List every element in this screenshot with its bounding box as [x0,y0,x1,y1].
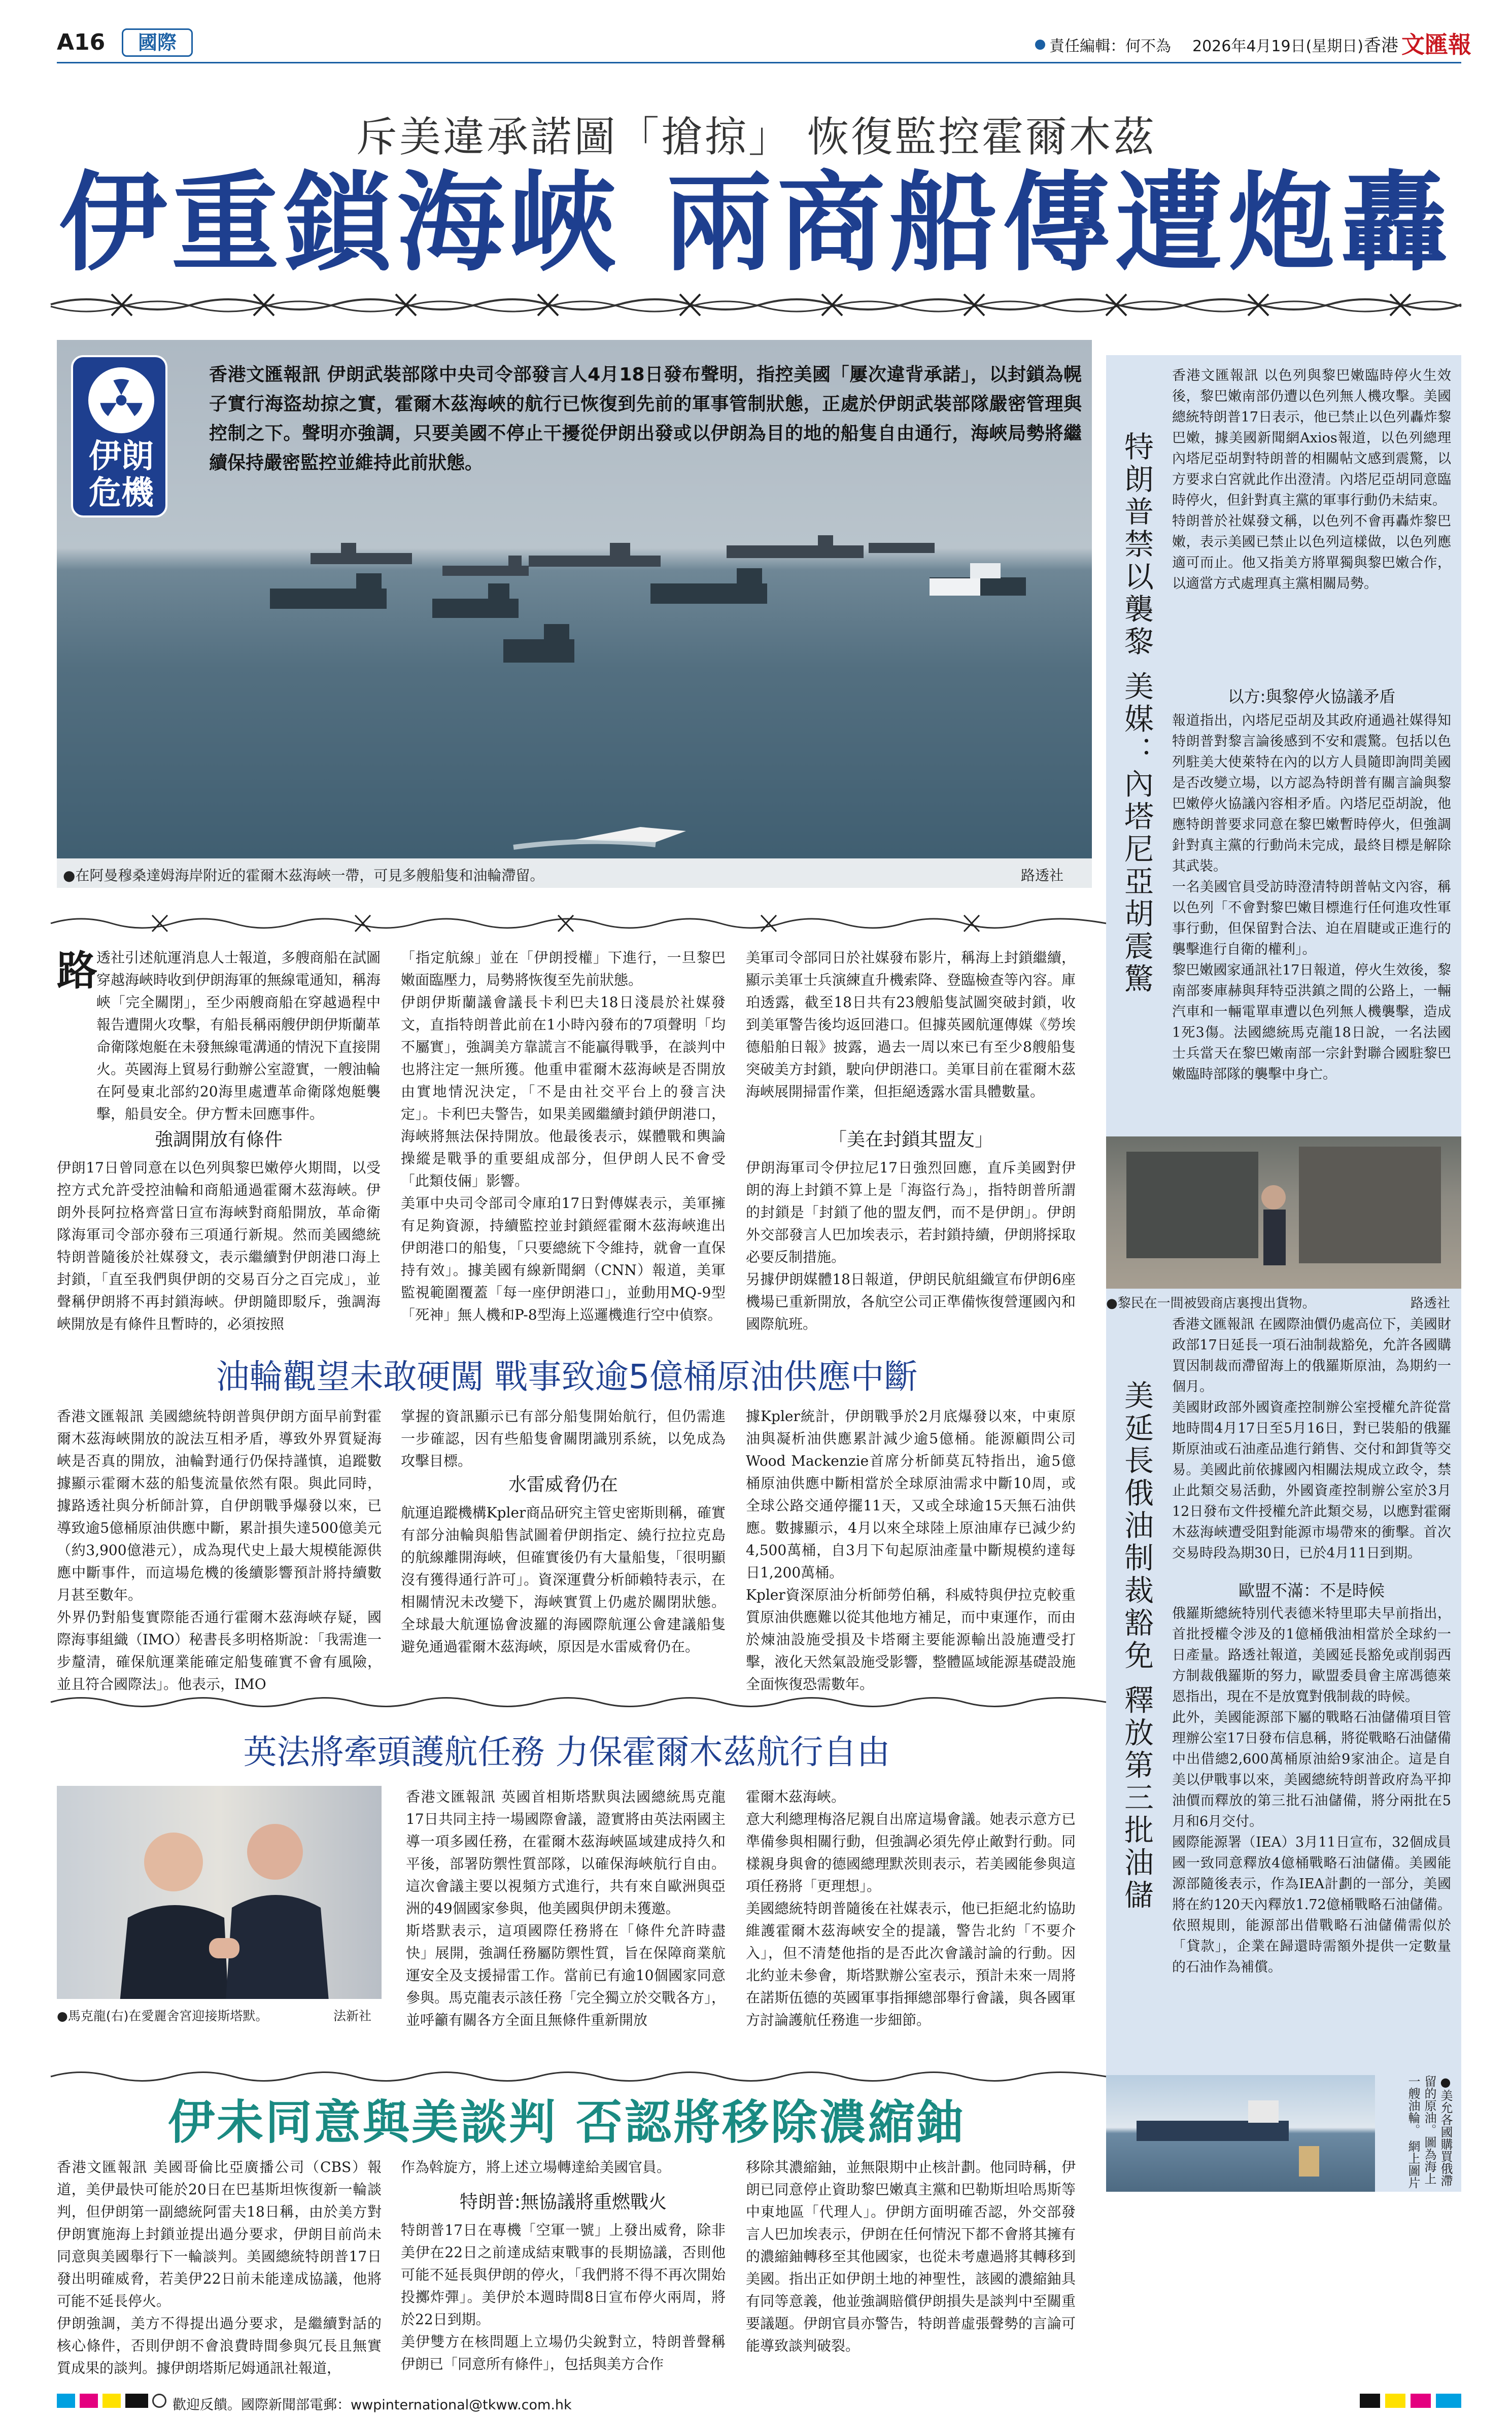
barbed-wire-mid [51,908,1106,939]
side2-title: 美延長俄油制裁豁免 釋放第三批油儲 [1119,1380,1154,1912]
side2-body: 香港文匯報訊 在國際油價仍處高位下，美國財政部17日延長一項石油制裁豁免，允許各國購買因制裁而滯留海上的俄羅斯原油，為期約一個月。 美國財政部外國資產控制辦公室授權允許從當地時間4月17日至5月16日，對已裝船的俄羅斯原油或石油產品進行銷售、交付和卸貨等交易。美國此前依據國內相關法規成立政令，禁止此類交易活動，外國資產控制辦公室於3月12日發布文件授權允許此類交易，以應對霍爾木茲海峽遭受阻對能源市場帶來的衝擊。首次交易時段為期30日，已於4月11日到期。 [1172,1317,1451,1561]
barbed-wire-top [51,284,1461,325]
issue-date: 2026年4月19日(星期日) [1192,38,1364,55]
section2-col1: 香港文匯報訊 美國總統特朗普與伊朗方面早前對霍爾木茲海峽開放的說法互相矛盾，導致外界質疑海峽是否真的開放，油輪對通行仍保持謹慎，追蹤數據顯示霍爾木茲的船隻流量依然有限。與此同時，據路透社與分析師計算，自伊朗戰爭爆發以來，已導致逾5億桶原油供應中斷，累計損失達500億美元（約3,900億港元），成為現代史上最大規模能源供應中斷事件，而這場危機的後續影響預計將持續數月甚至數年。 外界仍對船隻實際能否通行霍爾木茲海峽存疑，國際海事組織（IMO）秘書長多明格斯說：「我需進一步釐清，確保航運業能確定船隻確實不會有風險，並且符合國際法」。他表示，IMO [57,1408,382,1693]
section-tag: 國際 [122,28,193,57]
badge-text: 伊朗 危機 [89,438,154,512]
section4-subhead: 特朗普:無協議將重燃戰火 [459,2192,667,2213]
side1-subhead: 以方:與黎停火協議矛盾 [1227,687,1396,706]
lead-text: 香港文匯報訊 伊朗武裝部隊中央司令部發言人4月18日發布聲明，指控美國「屢次違背承諾」，以封鎖為幌子實行海盜劫掠之實，霍爾木茲海峽的航行已恢復到先前的軍事管制狀態，正處於伊朗武裝部隊嚴密管理與控制之下。聲明亦強調，只要美國不停止干擾從伊朗出發或以伊朗為目的地的船隻自由通行，海峽局勢將繼續保持嚴密監控並維持此前狀態。 [209,364,1082,473]
photo-caption: ●在阿曼穆桑達姆海岸附近的霍爾木茲海峽一帶，可見多艘船隻和油輪滯留。 [63,867,544,884]
leaders-caption: ●馬克龍(右)在愛麗舍宮迎接斯塔默。 [57,2009,268,2023]
iran-crisis-badge [71,355,167,517]
shop-illustration [1106,1136,1461,1289]
main-col1-body: 伊朗17日曾同意在以色列與黎巴嫩停火期間，以受控方式允許受控油輪和商船通過霍爾木茲海峽。伊朗外長阿拉格齊當日宣布海峽對商船開放，革命衛隊海軍司令部亦發布三項通行新規。然而美國總統特朗普隨後於社媒發文，表示繼續對伊朗港口海上封鎖，「直至我們與伊朗的交易百分之百完成」，並聲稱伊朗將不再封鎖海峽。伊朗隨即駁斥，強調海峽開放是有條件且暫時的，必須按照 [57,1159,381,1332]
footer-text: 歡迎反饋。國際新聞部電郵：wwpinternational@tkww.com.hk [173,2397,572,2413]
photo-caption-bar [57,858,1092,888]
page-number: A16 [57,29,106,55]
section2-col2-body: 航運追蹤機構Kpler商品研究主管史密斯則稱，確實有部分油輪與船售試圖着伊朗指定、繞行拉拉克島的航線離開海峽，但確實後仍有大量船隻，「很明顯沒有獲得通行許可」。資深運費分析師賴特表示，在相關情況未改變下，海峽實質上仍處於關閉狀態。全球最大航運協會波羅的海國際航運公會建議船隻避免通過霍爾木茲海峽，原因是水雷威脅仍在。 [401,1504,726,1655]
side1-body: 香港文匯報訊 以色列與黎巴嫩臨時停火生效後，黎巴嫩南部仍遭以色列無人機攻擊。美國總統特朗普17日表示，他已禁止以色列轟炸黎巴嫩，據美國新聞網Axios報道，以色列總理內塔尼亞胡對特朗普的相關帖文感到震驚，以方要求白宮就此作出澄清。內塔尼亞胡同意臨時停火，但針對真主黨的軍事行動仍未結束。 特朗普於社媒發文稱，以色列不會再轟炸黎巴嫩，表示美國已禁止以色列這樣做，以色列應適可而止。他又指美方將單獨與黎巴嫩合作，以適當方式處理真主黨相關局勢。 [1172,368,1451,592]
paper-logo: 文匯報 [1401,31,1471,58]
sidebar [1106,355,1461,2192]
side1-body2: 報道指出，內塔尼亞胡及其政府通過社媒得知特朗普對黎言論後感到不安和震驚。包括以色列駐美大使萊特在內的以方人員隨即詢問美國是否改變立場，以方認為特朗普有關言論與黎巴嫩停火協議內容相矛盾。內塔尼亞胡說，他應特朗普要求同意在黎巴嫩暫時停火，但強調針對真主黨的行動尚未完成，最終目標是解除其武裝。 一名美國官員受訪時澄清特朗普帖文內容，稱以色列「不會對黎巴嫩目標進行任何進攻性軍事行動，但保留對合法、迫在眉睫或正進行的襲擊進行自衛的權利」。 黎巴嫩國家通訊社17日報道，停火生效後，黎南部麥庫赫與拜特亞洪鎮之間的公路上，一輛汽車和一輛電單車遭以色列無人機襲擊，造成1死3傷。法國總統馬克龍18日說，一名法國士兵當天在黎巴嫩南部一宗針對聯合國駐黎巴嫩臨時部隊的襲擊中身亡。 [1172,713,1451,1082]
side2-subhead: 歐盟不滿：不是時候 [1238,1581,1385,1600]
shop-photo [1106,1136,1461,1289]
header-rule [57,62,1461,63]
side1-title: 特朗普禁以襲黎 美媒：內塔尼亞胡震驚 [1119,431,1154,996]
section3-col1: 香港文匯報訊 英國首相斯塔默與法國總統馬克龍17日共同主持一場國際會議，證實將由英法兩國主導一項多國任務，在霍爾木茲海峽區域建成持久和平後，部署防禦性質部隊，以確保海峽航行自由。這次會議主要以視頻方式進行，共有來自歐洲與亞洲的49個國家參與，他美國與伊朗未獲邀。 斯塔默表示，這項國際任務將在「條件允許時盡快」展開，強調任務屬防禦性質，旨在保障商業航運安全及支援掃雷工作。當前已有逾10個國家同意參與。馬克龍表示該任務「完全獨立於交戰各方」，並呼籲有關各方全面且無條件重新開放 [406,1788,726,2028]
contact-icon [152,2394,166,2408]
kicker: 斥美違承諾圖「搶掠」 恢復監控霍爾木茲 [355,113,1157,161]
footer-bar [0,2385,1512,2417]
color-bars [57,2394,148,2408]
page-header [0,0,1512,56]
dropcap: 路 [57,947,97,994]
leaders-photo [57,1786,382,2024]
section4-col1: 香港文匯報訊 美國哥倫比亞廣播公司（CBS）報道，美伊最快可能於20日在巴基斯坦恢復新一輪談判，但伊朗第一副總統阿雷夫18日稱，由於美方對伊朗實施海上封鎖並提出過分要求，伊朗目前尚未同意與美國舉行下一輪談判。美國總統特朗普17日發出明確威脅，若美伊22日前未能達成協議，他將可能不延長停火。 伊朗強調，美方不得提出過分要求，是繼續對話的核心條件，否則伊朗不會浪費時間參與冗長且無實質成果的談判。據伊朗塔斯尼姆通訊社報道， [57,2159,382,2376]
barbed-wire-s3 [51,1689,1106,1715]
color-bars-right [1360,2394,1461,2408]
tanker-credit: 網上圖片 [1406,2139,1420,2189]
bullet-dot [1035,40,1045,50]
editor-credit: 責任編輯：何不為 [1049,38,1171,55]
photo-credit: 路透社 [1021,867,1064,884]
shop-credit: 路透社 [1411,1296,1451,1311]
edition: 香港 [1364,36,1398,56]
main-col1-intro: 透社引述航運消息人士報道，多艘商船在試圖穿越海峽時收到伊朗海軍的無線電通知，稱海峽「完全關閉」，至少兩艘商船在穿越過程中報告遭開火攻擊，有船長稱兩艘伊朗伊斯蘭革命衛隊炮艇在未發無線電溝通的情況下直接開火。英國海上貿易行動辦公室證實，一艘油輪在阿曼東北部約20海里處遭革命衛隊炮艇襲擊，船員安全。伊方暫未回應事件。 [96,949,381,1122]
leaders-caption-bar [57,1999,382,2024]
tanker-caption [1383,2075,1454,2192]
tanker-photo [1106,2075,1375,2192]
section4-col2: 作為斡旋方，將上述立場轉達給美國官員。 [401,2159,671,2176]
main-headline: 伊重鎖海峽 兩商船傳遭炮轟 [59,160,1453,286]
strait-photo [57,340,1092,888]
tanker-caption-text: ●美允各國購買俄滯留的原油。圖為海上一艘油輪。 [1406,2075,1453,2187]
section4-headline: 伊未同意與美談判 否認將移除濃縮鈾 [167,2095,966,2150]
shop-caption: ●黎民在一間被毀商店裏搜出貨物。 [1106,1296,1316,1311]
section3-col2: 霍爾木茲海峽。 意大利總理梅洛尼親自出席這場會議。她表示意方已準備參與相關行動，但強調必須先停止敵對行動。同樣親身與會的德國總理默茨則表示，若美國能參與這項任務將「更理想」。 美國總統特朗普隨後在社媒表示，他已拒絕北約協助維護霍爾木茲海峽安全的提議，警告北約「不要介入」，但不清楚他指的是否此次會議討論的行動。因北約並未參會，斯塔默辦公室表示，預計未來一周將在諾斯伍德的英國軍事指揮總部舉行會議，與各國軍方討論護航任務進一步細節。 [746,1788,1076,2028]
section2-headline: 油輪觀望未敢硬闖 戰事致逾5億桶原油供應中斷 [216,1357,918,1396]
main-col3-body: 伊朗海軍司令伊拉尼17日強烈回應，直斥美國對伊朗的海上封鎖不算上是「海盜行為」，指特朗普所謂的封鎖是「封鎖了他的盟友們，而不是伊朗」。伊朗外交部發言人巴加埃表示，若封鎖持續，伊朗將採取必要反制措施。 另據伊朗媒體18日報道，伊朗民航組織宣布伊朗6座機場已重新開放，各航空公司正準備恢復營運國內和國際航班。 [746,1159,1076,1332]
tanker-illustration [1106,2075,1375,2192]
section4-col3: 移除其濃縮鈾，並無限期中止核計劃。他同時稱，伊朗已同意停止資助黎巴嫩真主黨和巴勒斯坦哈馬斯等中東地區「代理人」。伊朗方面明確否認，外交部發言人巴加埃表示，伊朗在任何情況下都不會將其擁有的濃縮鈾轉移至其他國家，也從未考慮過將其轉移到美國。指出正如伊朗土地的神聖性，該國的濃縮鈾具有同等意義，他並強調賠償伊朗損失是談判中至關重要議題。伊朗官員亦警告，特朗普虛張聲勢的言論可能導致談判破裂。 [746,2159,1076,2354]
main-col2: 「指定航線」並在「伊朗授權」下進行，一旦黎巴嫩面臨壓力，局勢將恢復至先前狀態。 伊朗伊斯蘭議會議長卡利巴夫18日淺晨於社媒發文，直指特朗普此前在1小時內發布的7項聲明「均不屬實」，強調美方靠謊言不能贏得戰爭，在談判中也將注定一無所獲。他重申霍爾木茲海峽是否開放由實地情況決定，「不是由社交平台上的發言決定」。卡利巴夫警告，如果美國繼續封鎖伊朗港口，海峽將無法保持開放。他最後表示，媒體戰和輿論操縱是戰爭的重要組成部分，但伊朗人民不會受「此類伎倆」影響。 美軍中央司令部司令庫珀17日對傳媒表示，美軍擁有足夠資源，持續監控並封鎖經霍爾木茲海峽進出伊朗港口的船隻，「只要總統下令維持，就會一直保持有效」。據美國有線新聞網（CNN）報道，美軍監視範圍覆蓋「每一座伊朗港口」，並動用MQ-9型「死神」無人機和P-8型海上巡邏機進行空中偵察。 [401,949,726,1323]
main-col1-subhead: 強調開放有條件 [154,1129,283,1150]
section2-subhead: 水雷威脅仍在 [508,1474,618,1495]
section4-col2-body: 特朗普17日在專機「空軍一號」上發出威脅，除非美伊在22日之前達成結束戰事的長期協議，否則他可能不延長與伊朗的停火，「我們將不得不再次開始投擲炸彈」。美伊於本週時間8日宣布停火兩周，將於22日到期。 美伊雙方在核問題上立場仍尖銳對立，特朗普聲稱伊朗已「同意所有條件」，包括與美方合作 [401,2222,726,2372]
side2-body2: 俄羅斯總統特別代表德米特里耶夫早前指出，首批授權令涉及的1億桶俄油相當於全球約一日產量。路透社報道，美國延長豁免或削弱西方制裁俄羅斯的努力，歐盟委員會主席馮德萊恩指出，現在不是放寬對俄制裁的時候。 此外，美國能源部下屬的戰略石油儲備項目管理辦公室17日發布信息稱，將從戰略石油儲備中出借總2,600萬桶原油給9家油企。這是自美以伊戰事以來，美國總統特朗普政府為平抑油價而釋放的第三批石油儲備，將分兩批在5月和6月交付。 國際能源署（IEA）3月11日宣布，32個成員國一致同意釋放4億桶戰略石油儲備。美國能源部隨後表示，作為IEA計劃的一部分，美國將在約120天內釋放1.72億桶戰略石油儲備。依照規則，能源部出借戰略石油儲備需似於「貸款」，企業在歸還時需額外提供一定數量的石油作為補償。 [1172,1606,1451,1975]
radiation-icon [88,367,154,433]
main-col3-subhead: 「美在封鎖其盟友」 [828,1129,993,1150]
section2-col3: 據Kpler統計，伊朗戰爭於2月底爆發以來，中東原油與凝析油供應累計減少逾5億桶。能源顧問公司Wood Mackenzie首席分析師莫瓦特指出，逾5億桶原油供應中斷相當於全球原油需求中斷10周，或全球公路交通停擺11天，又或全球逾15天無石油供應。數據顯示，4月以來全球陸上原油庫存已減少約4,500萬桶，自3月下旬起原油產量中斷規模約達每日1,200萬桶。 Kpler資深原油分析師勞伯稱，科威特與伊拉克較重質原油供應難以從其他地方補足，而中東運作，而由於煉油設施受損及卡塔爾主要能源輸出設施遭受打擊，液化天然氣設施受影響，整體區域能源基礎設施全面恢復恐需數年。 [746,1408,1076,1693]
section3-headline: 英法將牽頭護航任務 力保霍爾木茲航行自由 [243,1733,890,1772]
leaders-illustration [57,1786,382,2024]
leaders-credit: 法新社 [333,2009,372,2023]
section2-col2: 掌握的資訊顯示已有部分船隻開始航行，但仍需進一步確認，因有些船隻會關閉識別系統，以免成為攻擊目標。 [401,1408,726,1469]
main-col3: 美軍司令部同日於社媒發布影片，稱海上封鎖繼續，顯示美軍士兵演練直升機索降、登臨檢查等內容。庫珀透露，截至18日共有23艘船隻試圖突破封鎖，收到美軍警告後均返回港口。但據英國航運傳媒《勞埃德船舶日報》披露，過去一周以來已有至少8艘船隻突破美方封鎖，駛向伊朗港口。美軍目前在霍爾木茲海峽展開掃雷作業，但拒絕透露水雷具體數量。 [746,949,1076,1100]
